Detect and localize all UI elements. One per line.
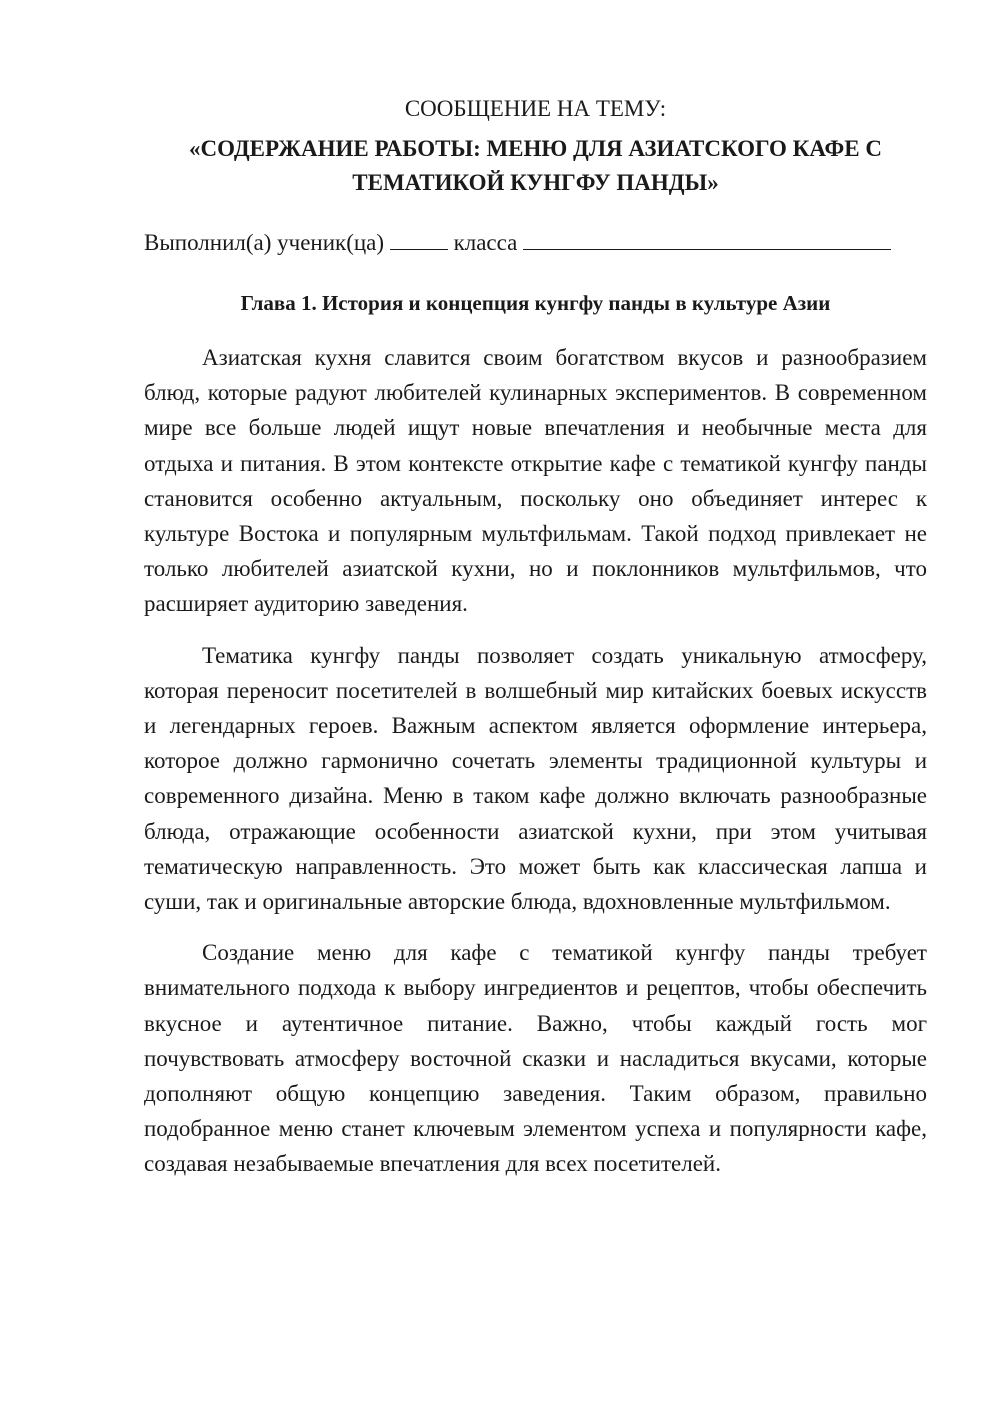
class-number-blank [390,227,448,250]
author-prefix: Выполнил(а) ученик(ца) [144,230,385,255]
document-page [144,92,927,1182]
author-line [144,226,927,260]
document-title [144,132,927,200]
document-header: СООБЩЕНИЕ НА ТЕМУ: [404,96,667,121]
author-class-word: класса [453,230,518,255]
document-title-line-1: «СОДЕРЖАНИЕ РАБОТЫ: МЕНЮ ДЛЯ АЗИАТСКОГО КАФЕ С [189,136,882,161]
document-title-line-2: ТЕМАТИКОЙ КУНГФУ ПАНДЫ» [352,170,719,195]
paragraph-1: Азиатская кухня славится своим богатством вкусов и разнообразием блюд, которые радуют любителей кулинарных экспериментов. В современном мире все больше людей ищут новые впечатления и необычные места для отдыха и питания. В этом контексте открытие кафе с тематикой кунгфу панды становится особенно актуальным, поскольку оно объединяет интерес к культуре Востока и популярным мультфильмам. Такой подход привлекает не только любителей азиатской кухни, но и поклонников мультфильмов, что расширяет аудиторию заведения. [144,345,927,617]
paragraph-3: Создание меню для кафе с тематикой кунгфу панды требует внимательного подхода к выбору ингредиентов и рецептов, чтобы обеспечить вкусное и аутентичное питание. Важно, чтобы каждый гость мог почувствовать атмосферу восточной сказки и насладиться вкусами, которые дополняют общую концепцию заведения. Таким образом, правильно подобранное меню станет ключевым элементом успеха и популярности кафе, создавая незабываемые впечатления для всех посетителей. [144,940,927,1177]
chapter-heading: Глава 1. История и концепция кунгфу панды в культуре Азии [240,291,831,315]
student-name-blank [523,227,891,250]
paragraph-2: Тематика кунгфу панды позволяет создать уникальную атмосферу, которая переносит посетителей в волшебный мир китайских боевых искусств и легендарных героев. Важным аспектом является оформление интерьера, которое должно гармонично сочетать элементы традиционной культуры и современного дизайна. Меню в таком кафе должно включать разнообразные блюда, отражающие особенности азиатской кухни, при этом учитывая тематическую направленность. Это может быть как классическая лапша и суши, так и оригинальные авторские блюда, вдохновленные мультфильмом. [144,642,927,915]
